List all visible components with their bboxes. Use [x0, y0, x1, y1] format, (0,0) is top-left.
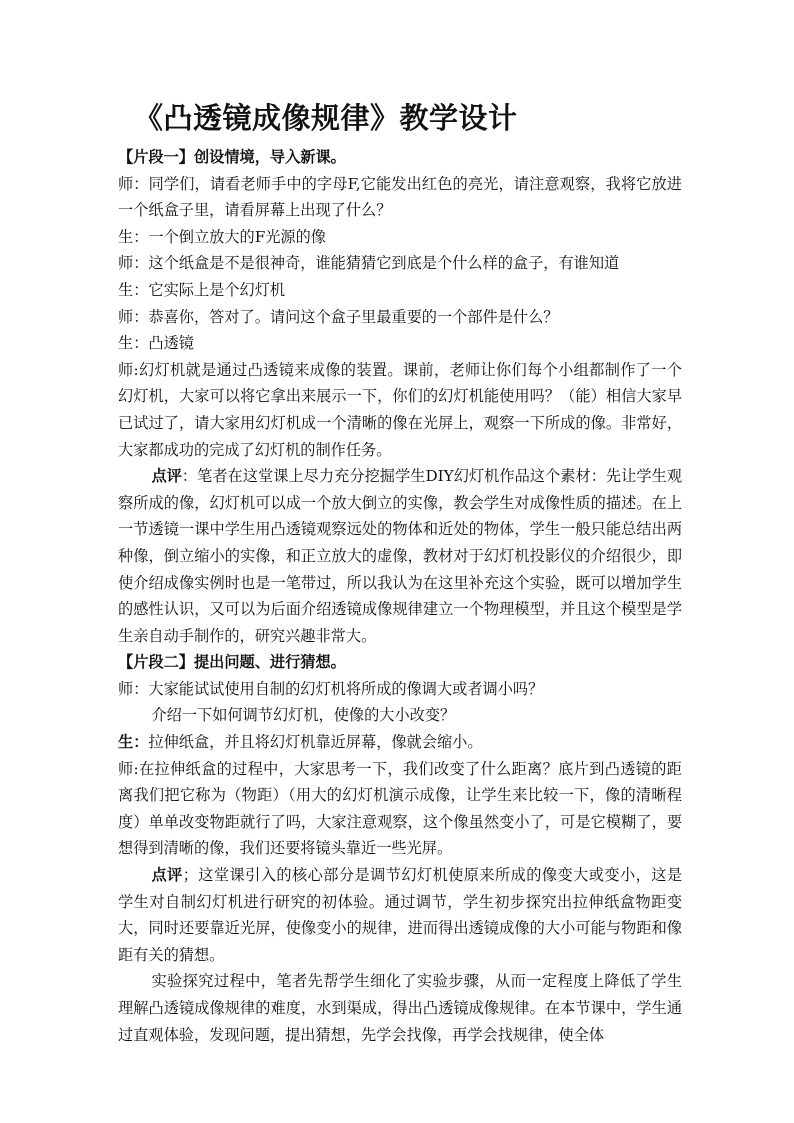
dialogue-line: 生：凸透镜 — [118, 334, 194, 353]
closing-paragraph: 实验探究过程中，笔者先帮学生细化了实验步骤，从而一定程度上降低了学生理解凸透镜成像规律的难度，水到渠成，得出凸透镜成像规律。在本节课中，学生通过直观体验，发现问题，提出猜想，先学会找像，再学会找规律，使全体 — [118, 972, 682, 1044]
segment-two-heading: 【片段二】提出问题、进行猜想。 — [118, 653, 346, 672]
dialogue-line: 师：恭喜你，答对了。请问这个盒子里最重要的一个部件是什么？ — [118, 307, 559, 326]
dialogue-line: 师:幻灯机就是通过凸透镜来成像的装置。课前，老师让你们每个小组都制作了一个幻灯机，大家可以将它拿出来展示一下，你们的幻灯机能使用吗？（能）相信大家早已试过了，请大家用幻灯机成一个清晰的像在光屏上，观察一下所成的像。非常好，大家都成功的完成了幻灯机的制作任务。 — [118, 360, 682, 459]
dialogue-line: 生：它实际上是个幻灯机 — [118, 280, 286, 299]
segment-one-heading: 【片段一】创设情境，导入新课。 — [118, 148, 346, 166]
dialogue-line: 介绍一下如何调节幻灯机，使像的大小改变？ — [151, 706, 456, 725]
comment-text: ：笔者在这堂课上尽力充分挖掘学生DIY幻灯机作品这个素材：先让学生观察所成的像，幻灯机可以成一个放大倒立的实像，教会学生对成像性质的描述。在上一节透镜一课中学生用凸透镜观察远处的物体和近处的物体，学生一般只能总结出两种像，倒立缩小的实像，和正立放大的虚像，教材对于幻灯机投影仪的介绍很少，即使介绍成像实例时也是一笔带过，所以我认为在这里补充这个实验，既可以增加学生的感性认识，又可以为后面介绍透镜成像规律建立一个物理模型，并且这个模型是学生亲自动手制作的，研究兴趣非常大。 — [118, 467, 683, 645]
dialogue-line: 师：同学们，请看老师手中的字母F,它能发出红色的亮光，请注意观察，我将它放进一个纸盒子里，请看屏幕上出现了什么？ — [118, 174, 682, 220]
dialogue-line: 师：这个纸盒是不是很神奇，谁能猜猜它到底是个什么样的盒子，有谁知道 — [118, 254, 620, 273]
student-answer — [118, 729, 682, 756]
dialogue-line: 师：大家能试试使用自制的幻灯机将所成的像调大或者调小吗？ — [118, 679, 544, 698]
comment-paragraph-two — [118, 862, 682, 968]
student-text: 拉伸纸盒，并且将幻灯机靠近屏幕，像就会缩小。 — [148, 733, 483, 752]
teacher-explanation: 师:在拉伸纸盒的过程中，大家思考一下，我们改变了什么距离？底片到凸透镜的距离我们把它称为（物距）（用大的幻灯机演示成像，让学生来比较一下，像的清晰程度）单单改变物距就行了吗，大家注意观察，这个像虽然变小了，可是它模糊了，要想得到清晰的像，我们还要将镜头靠近一些光屏。 — [118, 759, 682, 858]
comment-label: 点评 — [151, 866, 183, 885]
dialogue-line: 生：一个倒立放大的F光源的像 — [118, 227, 326, 246]
comment-text: ；这堂课引入的核心部分是调节幻灯机使原来所成的像变大或变小，这是学生对自制幻灯机进行研究的初体验。通过调节，学生初步探究出拉伸纸盒物距变大，同时还要靠近光屏，使像变小的规律，进而得出透镜成像的大小可能与物距和像距有关的猜想。 — [118, 866, 683, 964]
document-title: 《凸透镜成像规律》教学设计 — [134, 101, 518, 135]
comment-paragraph-one — [118, 463, 682, 649]
student-label: 生： — [118, 733, 149, 752]
comment-label: 点评 — [151, 467, 182, 486]
document-body — [118, 144, 682, 1048]
